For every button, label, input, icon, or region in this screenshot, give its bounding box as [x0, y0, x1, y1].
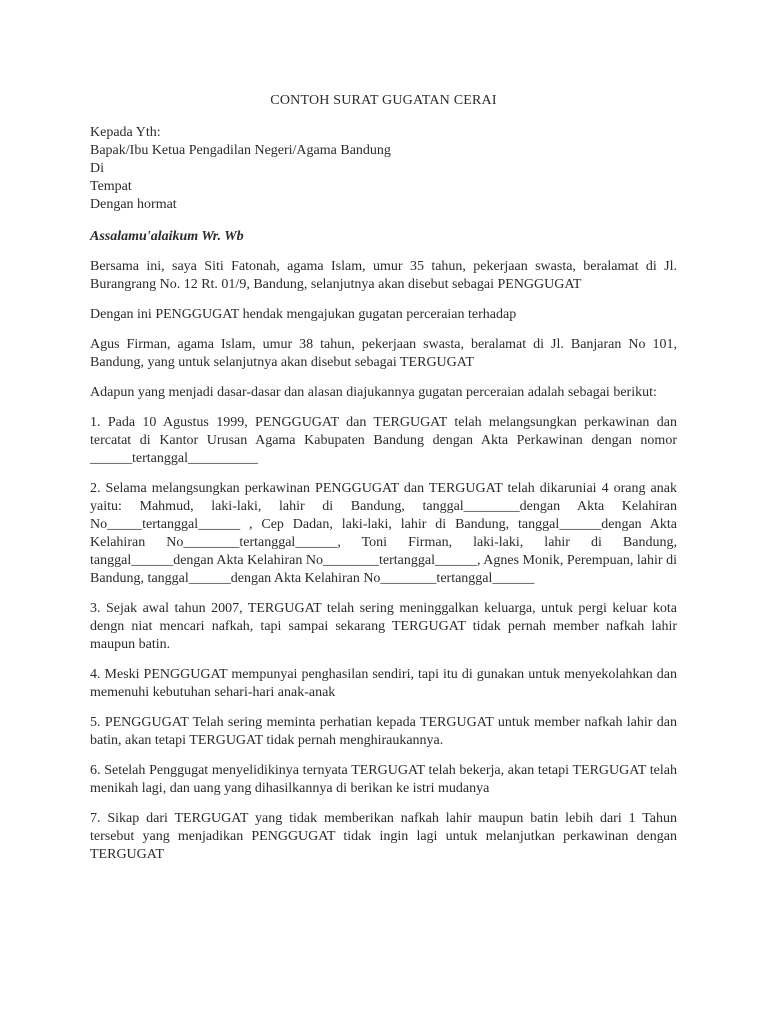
address-line: Bapak/Ibu Ketua Pengadilan Negeri/Agama Bandung [90, 143, 391, 158]
paragraph-point-1: 1. Pada 10 Agustus 1999, PENGGUGAT dan TERGUGAT telah melangsungkan perkawinan dan tercatat di Kantor Urusan Agama Kabupaten Bandung dengan Akta Perkawinan dengan nomor ______tertanggal__________ [90, 415, 677, 466]
paragraph-point-4: 4. Meski PENGGUGAT mempunyai penghasilan sendiri, tapi itu di gunakan untuk menyekolahkan dan memenuhi kebutuhan sehari-hari anak-anak [90, 667, 677, 700]
document-title: CONTOH SURAT GUGATAN CERAI [270, 93, 497, 108]
paragraph-lawsuit-intent: Dengan ini PENGGUGAT hendak mengajukan gugatan perceraian terhadap [90, 307, 517, 322]
paragraph-point-6: 6. Setelah Penggugat menyelidikinya ternyata TERGUGAT telah bekerja, akan tetapi TERGUGAT telah menikah lagi, dan uang yang dihasilkannya di berikan ke istri mudanya [90, 763, 677, 796]
address-block [90, 124, 677, 214]
paragraph-point-2: 2. Selama melangsungkan perkawinan PENGGUGAT dan TERGUGAT telah dikaruniai 4 orang anak yaitu: Mahmud, laki-laki, lahir di Bandung, tanggal________dengan Akta Kelahiran No_____tertanggal______ , Cep Dadan, laki-laki, lahir di Bandung, tanggal______dengan Akta Kelahiran No________tertanggal______, Toni Firman, laki-laki, lahir di Bandung, tanggal______dengan Akta Kelahiran No________tertanggal______, Agnes Monik, Perempuan, lahir di Bandung, tanggal______dengan Akta Kelahiran No________tertanggal______ [90, 481, 677, 586]
paragraph-point-3: 3. Sejak awal tahun 2007, TERGUGAT telah sering meninggalkan keluarga, untuk pergi keluar kota dengn niat mencari nafkah, tapi sampai sekarang TERGUGAT tidak pernah member nafkah lahir maupun batin. [90, 601, 677, 652]
address-line: Di [90, 161, 104, 176]
address-line: Dengan hormat [90, 197, 177, 212]
paragraph-defendant-identity: Agus Firman, agama Islam, umur 38 tahun, pekerjaan swasta, beralamat di Jl. Banjaran No 101, Bandung, yang untuk selanjutnya akan disebut sebagai TERGUGAT [90, 337, 677, 370]
paragraph-point-7: 7. Sikap dari TERGUGAT yang tidak memberikan nafkah lahir maupun batin lebih dari 1 Tahun tersebut yang menjadikan PENGGUGAT tidak ingin lagi untuk melanjutkan perkawinan dengan TERGUGAT [90, 811, 677, 862]
greeting: Assalamu'alaikum Wr. Wb [90, 229, 244, 244]
paragraph-plaintiff-identity: Bersama ini, saya Siti Fatonah, agama Islam, umur 35 tahun, pekerjaan swasta, beralamat di Jl. Burangrang No. 12 Rt. 01/9, Bandung, selanjutnya akan disebut sebagai PENGGUGAT [90, 259, 677, 292]
address-line: Kepada Yth: [90, 125, 161, 140]
document-page [90, 92, 677, 876]
paragraph-grounds-intro: Adapun yang menjadi dasar-dasar dan alasan diajukannya gugatan perceraian adalah sebagai berikut: [90, 385, 657, 400]
address-line: Tempat [90, 179, 132, 194]
paragraph-point-5: 5. PENGGUGAT Telah sering meminta perhatian kepada TERGUGAT untuk member nafkah lahir dan batin, akan tetapi TERGUGAT tidak pernah menghiraukannya. [90, 715, 677, 748]
